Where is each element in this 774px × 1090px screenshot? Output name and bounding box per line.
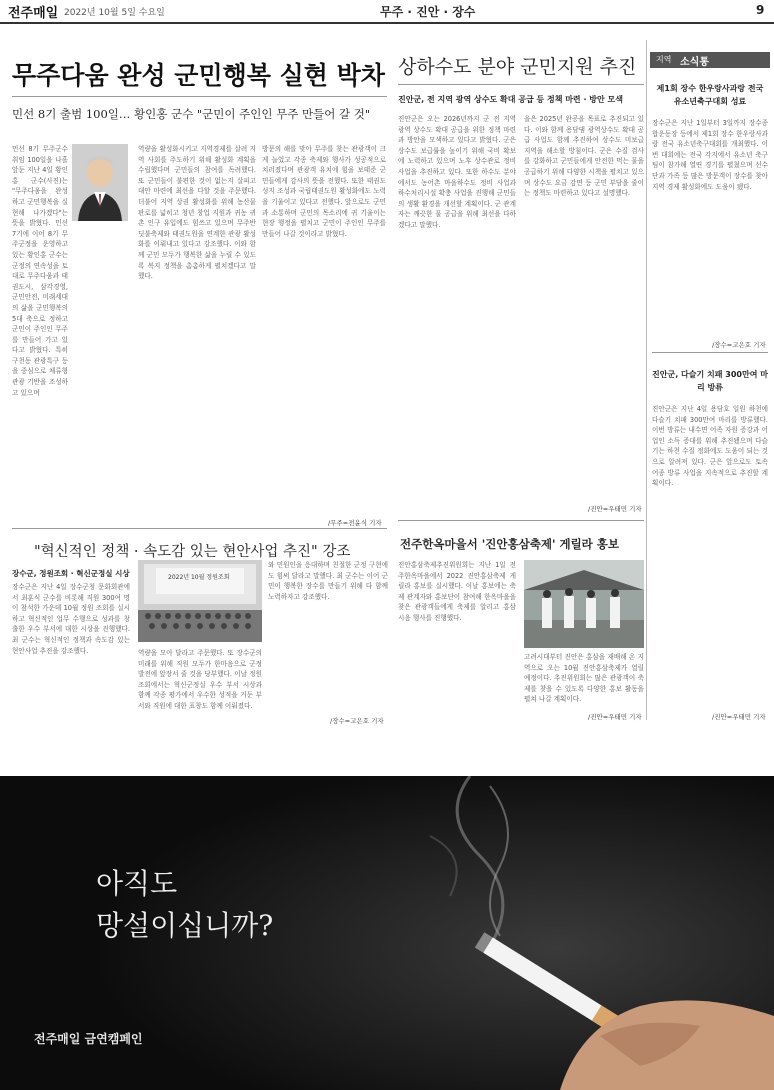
article3-photo (138, 560, 262, 642)
divider (12, 528, 387, 529)
page-number: 9 (756, 3, 765, 17)
article2-headline: 상하수도 분야 군민지원 추진 (398, 56, 637, 78)
article1-subhead: 민선 8기 출범 100일… 황인홍 군수 "군민이 주인인 무주 만들어 갈 것" (12, 107, 371, 121)
sidebar-tag (650, 52, 770, 68)
sidebar-divider (646, 40, 647, 720)
divider (12, 96, 387, 97)
article3-column-3: 와 민원인을 응대하며 친절한 군정 구현에도 힘써 달라고 말했다. 최 군수는 이어 군민이 행복한 장수를 만들기 위해 다 함께 노력하자고 강조했다. (268, 561, 388, 601)
ad-headline-line2: 망설이십니까? (96, 909, 274, 942)
sidebar-story1-credit: /장수=고은호 기자 (712, 341, 766, 349)
divider (398, 84, 644, 85)
governor-portrait (72, 144, 128, 221)
article4-credit: /진안=우태민 기자 (588, 713, 642, 721)
article2-column-1: 진안군은 오는 2026년까지 군 전 지역 광역 상수도 확대 공급을 위한 정책 마련과 방안을 모색하고 있다고 밝혔다. 군은 상수도 보급률을 높이기 위해 국비 확보에 노력하고 있으며 노후 상수관로 정비 사업을 추진하고 있다. 또한 하수도 분야에서도 농어촌 마을하수도 정비 사업과 하수처리시설 확충 사업을 진행해 군민들의 생활 환경을 개선할 계획이다. 군 관계자는 깨끗한 물 공급을 위해 최선을 다하겠다고 말했다. (398, 115, 516, 229)
article1-headline: 무주다움 완성 군민행복 실현 박차 (12, 61, 385, 90)
article4-column-2: 고려시대부터 진안은 홍삼을 재배해 온 지역으로 오는 10월 진안홍삼축제가 열릴 예정이다. 추진위원회는 많은 관광객이 축제를 찾을 수 있도록 다양한 홍보 활동을 펼쳐 나갈 계획이다. (524, 653, 644, 704)
article3-photo-banner: 2022년 10월 정원조회 (168, 574, 230, 581)
masthead-logo: 전주매일 (8, 6, 59, 21)
ad-footer: 전주매일 금연캠페인 (34, 1032, 143, 1046)
article3-subhead: 장수군, 정원조회 · 혁신군정실 시상 (12, 569, 130, 578)
article4-photo (524, 560, 644, 648)
article1-credit: /무주=전윤식 기자 (328, 519, 382, 527)
sidebar-story2-credit: /진안=우태민 기자 (712, 713, 766, 721)
article3-credit: /장수=고은호 기자 (330, 717, 384, 725)
article3-column-1: 장수군은 지난 4일 장수군청 문화회관에서 최훈식 군수를 비롯해 직원 300여 명이 참석한 가운데 10월 정원 조회를 실시하고 혁신적인 업무 수행으로 성과를 창출한 우수 부서에 대한 시상을 진행했다. 최 군수는 혁신적인 정책과 속도감 있는 현안사업 추진을 강조했다. (12, 583, 130, 655)
issue-date: 2022년 10월 5일 수요일 (64, 8, 165, 18)
ad-headline-line1: 아직도 (96, 867, 178, 900)
article3-headline: "혁신적인 정책 · 속도감 있는 현안사업 추진" 강조 (34, 544, 351, 560)
divider (398, 520, 644, 521)
article4-column-1: 진안홍삼축제추진위원회는 지난 1일 전주한옥마을에서 2022 진안홍삼축제 게릴라 홍보를 실시했다. 이날 홍보에는 축제 관계자와 홍보단이 참여해 한옥마을을 찾은 관광객들에게 축제를 알리고 홍삼 시음 행사를 진행했다. (398, 561, 516, 622)
sidebar-story1-body: 장수군은 지난 1일부터 3일까지 장수종합운동장 등에서 제1회 장수 한우랑사과랑 전국 유소년축구대회를 개최했다. 이번 대회에는 전국 각지에서 유소년 축구팀이 참가해 열띤 경기를 펼쳤으며 선수단과 가족 등 많은 방문객이 장수를 찾아 지역 경제 활성화에도 도움이 됐다. (652, 119, 768, 191)
article1-column-3: 방문의 해를 맞아 무주를 찾는 관광객이 크게 늘었고 각종 축제와 행사가 성공적으로 치러졌다며 관광객 유치에 힘을 보태준 군민들에게 감사의 뜻을 전했다. 또한 태권도 성지 조성과 국립태권도원 활성화에도 노력을 기울이고 있다고 전했다. 앞으로도 군민과 소통하며 군민의 목소리에 귀 기울이는 현장 행정을 펼치고 군민이 주인인 무주를 만들어 나갈 것이라고 밝혔다. (262, 145, 386, 238)
article4-headline: 전주한옥마을서 '진안홍삼축제' 게릴라 홍보 (400, 537, 620, 551)
section-name: 무주 · 진안 · 장수 (380, 5, 476, 19)
sidebar-story1-title: 제1회 장수 한우랑사과랑 전국 유소년축구대회 성료 (656, 84, 764, 106)
article2-subhead: 진안군, 전 지역 광역 상수도 확대 공급 등 정책 마련 · 방안 모색 (398, 95, 623, 104)
article1-column-2: 역량을 활성화시키고 지역경제를 살려 지역 사회를 주도하기 위해 활성화 계획을 수립했다며 군민들의 참여를 독려했다. 또 군민들이 불편한 것이 없는지 살피고 대안 마련에 최선을 다할 것을 주문했다. 더불어 지역 상권 활성화를 위해 농산물 판로를 넓히고 청년 창업 지원과 귀농 귀촌 인구 유입에도 힘쓰고 있으며 무주반딧불축제와 태권도원을 연계한 관광 활성화를 이뤄내고 있다고 강조했다. 이와 함께 군민 모두가 행복한 삶을 누릴 수 있도록 복지 정책을 촘촘하게 펼치겠다고 말했다. (138, 145, 256, 281)
page-header (0, 0, 774, 24)
article2-credit: /진안=우태민 기자 (588, 505, 642, 513)
article1-column-1: 민선 8기 무주군수 취임 100일을 나흘 앞둔 지난 4일 황인홍 군수(사진)는 "무주다움을 완성하고 군민행복을 실현해 나가겠다"는 뜻을 밝혔다. 민선 7기에 이어 8기 무주군정을 운영하고 있는 황인홍 군수는 군정의 연속성을 토대로 무주다움과 태권도시, 삼각경영, 군민안전, 미래세대의 삶을 군민행복의 5대 축으로 정하고 군민이 주인인 무주를 만들어 가고 있다고 밝혔다. 특히 구천동 관광특구 등을 중심으로 체류형 관광 기반을 조성하고 있으며 (12, 145, 68, 397)
anti-smoking-ad (0, 776, 774, 1090)
sidebar-tag-title: 소식통 (680, 57, 709, 68)
divider (652, 352, 768, 353)
sidebar-story2-title: 진안군, 다슬기 치패 300만여 마리 방류 (652, 370, 768, 392)
article2-column-2: 을은 2025년 완공을 목표로 추진되고 있다. 이와 함께 용담댐 광역상수도 확대 공급 사업도 함께 추진하여 상수도 미보급 지역을 해소할 방침이다. 군은 수질 검사를 강화하고 군민들에게 안전한 먹는 물을 공급하기 위해 다양한 시책을 펼치고 있으며 상수도 요금 감면 등 군민 부담을 줄이는 정책도 마련하고 있다고 설명했다. (524, 115, 644, 198)
sidebar-tag-label: 지역 (656, 55, 672, 64)
sidebar-story2-body: 진안군은 지난 4일 용담호 일원 하천에 다슬기 치패 300만여 마리를 방류했다. 이번 방류는 내수면 어족 자원 증강과 어업인 소득 증대를 위해 추진됐으며 다슬기는 하천 수질 정화에도 도움이 되는 것으로 알려져 있다. 군은 앞으로도 토속 어종 방류 사업을 지속적으로 추진할 계획이다. (652, 405, 768, 488)
article3-column-2: 역량을 모아 달라고 주문했다. 또 장수군의 미래를 위해 직원 모두가 한마음으로 군정 발전에 앞장서 줄 것을 당부했다. 이날 정원조회에서는 혁신군정실 우수 부서 시상과 함께 각종 평가에서 우수한 성적을 거둔 부서와 직원에 대한 표창도 함께 이뤄졌다. (138, 649, 262, 710)
